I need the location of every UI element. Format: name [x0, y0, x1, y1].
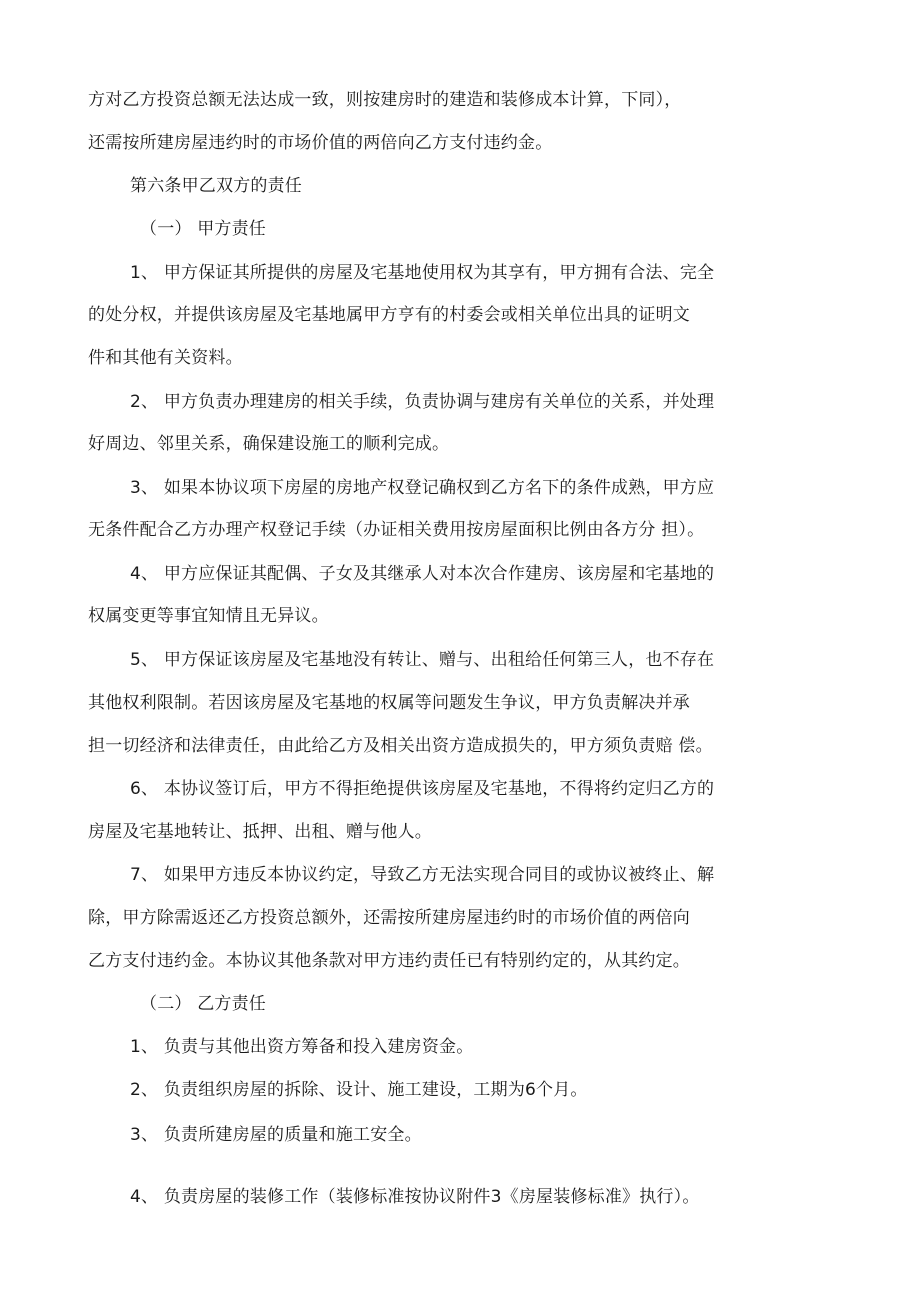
article-six-heading: 第六条甲乙双方的责任: [130, 176, 302, 196]
party-a-item-6-line-1: 6、 本协议签订后，甲方不得拒绝提供该房屋及宅基地，不得将约定归乙方的: [130, 779, 715, 799]
text-line-1: 方对乙方投资总额无法达成一致，则按建房时的建造和装修成本计算，下同），: [88, 90, 682, 110]
party-b-item-3: 3、 负责所建房屋的质量和施工安全。: [130, 1125, 422, 1145]
party-a-item-1-line-2: 的处分权，并提供该房屋及宅基地属甲方亨有的村委会或相关单位出具的证明文: [88, 305, 690, 325]
party-a-item-5-line-1: 5、 甲方保证该房屋及宅基地没有转让、赠与、出租给任何第三人，也不存在: [130, 650, 715, 670]
party-b-item-2: 2、 负责组织房屋的拆除、设计、施工建设，工期为6个月。: [130, 1080, 588, 1100]
party-a-item-5-line-3: 担一切经济和法律责任，由此给乙方及相关出资方造成损失的，甲方须负责赔 偿。: [88, 736, 713, 756]
party-a-item-3-line-2: 无条件配合乙方办理产权登记手续（办证相关费用按房屋面积比例由各方分 担）。: [88, 520, 705, 540]
party-a-item-7-line-1: 7、 如果甲方违反本协议约定，导致乙方无法实现合同目的或协议被终止、解: [130, 865, 715, 885]
party-a-item-4-line-1: 4、 甲方应保证其配偶、子女及其继承人对本次合作建房、该房屋和宅基地的: [130, 564, 715, 584]
party-a-item-7-line-3: 乙方支付违约金。本协议其他条款对甲方违约责任已有特别约定的，从其约定。: [88, 951, 690, 971]
section-one-heading: （一） 甲方责任: [140, 219, 267, 239]
party-a-item-6-line-2: 房屋及宅基地转让、抵押、出租、赠与他人。: [88, 822, 432, 842]
party-a-item-1-line-3: 件和其他有关资料。: [88, 348, 243, 368]
party-a-item-5-line-2: 其他权利限制。若因该房屋及宅基地的权属等问题发生争议，甲方负责解决并承: [88, 693, 690, 713]
party-a-item-4-line-2: 权属变更等事宜知情且无异议。: [88, 606, 329, 626]
party-a-item-2-line-1: 2、 甲方负责办理建房的相关手续，负责协调与建房有关单位的关系，并处理: [130, 392, 715, 412]
section-two-heading: （二） 乙方责任: [140, 994, 267, 1014]
party-a-item-3-line-1: 3、 如果本协议项下房屋的房地产权登记确权到乙方名下的条件成熟，甲方应: [130, 478, 715, 498]
party-a-item-2-line-2: 好周边、邻里关系，确保建设施工的顺利完成。: [88, 434, 450, 454]
party-b-item-4: 4、 负责房屋的装修工作（装修标准按协议附件3《房屋装修标准》执行）。: [130, 1187, 700, 1207]
party-b-item-1: 1、 负责与其他出资方筹备和投入建房资金。: [130, 1037, 474, 1057]
party-a-item-7-line-2: 除，甲方除需返还乙方投资总额外，还需按所建房屋违约时的市场价值的两倍向: [88, 908, 690, 928]
party-a-item-1-line-1: 1、 甲方保证其所提供的房屋及宅基地使用权为其享有，甲方拥有合法、完全: [130, 263, 715, 283]
text-line-2: 还需按所建房屋违约时的市场价值的两倍向乙方支付违约金。: [88, 133, 553, 153]
